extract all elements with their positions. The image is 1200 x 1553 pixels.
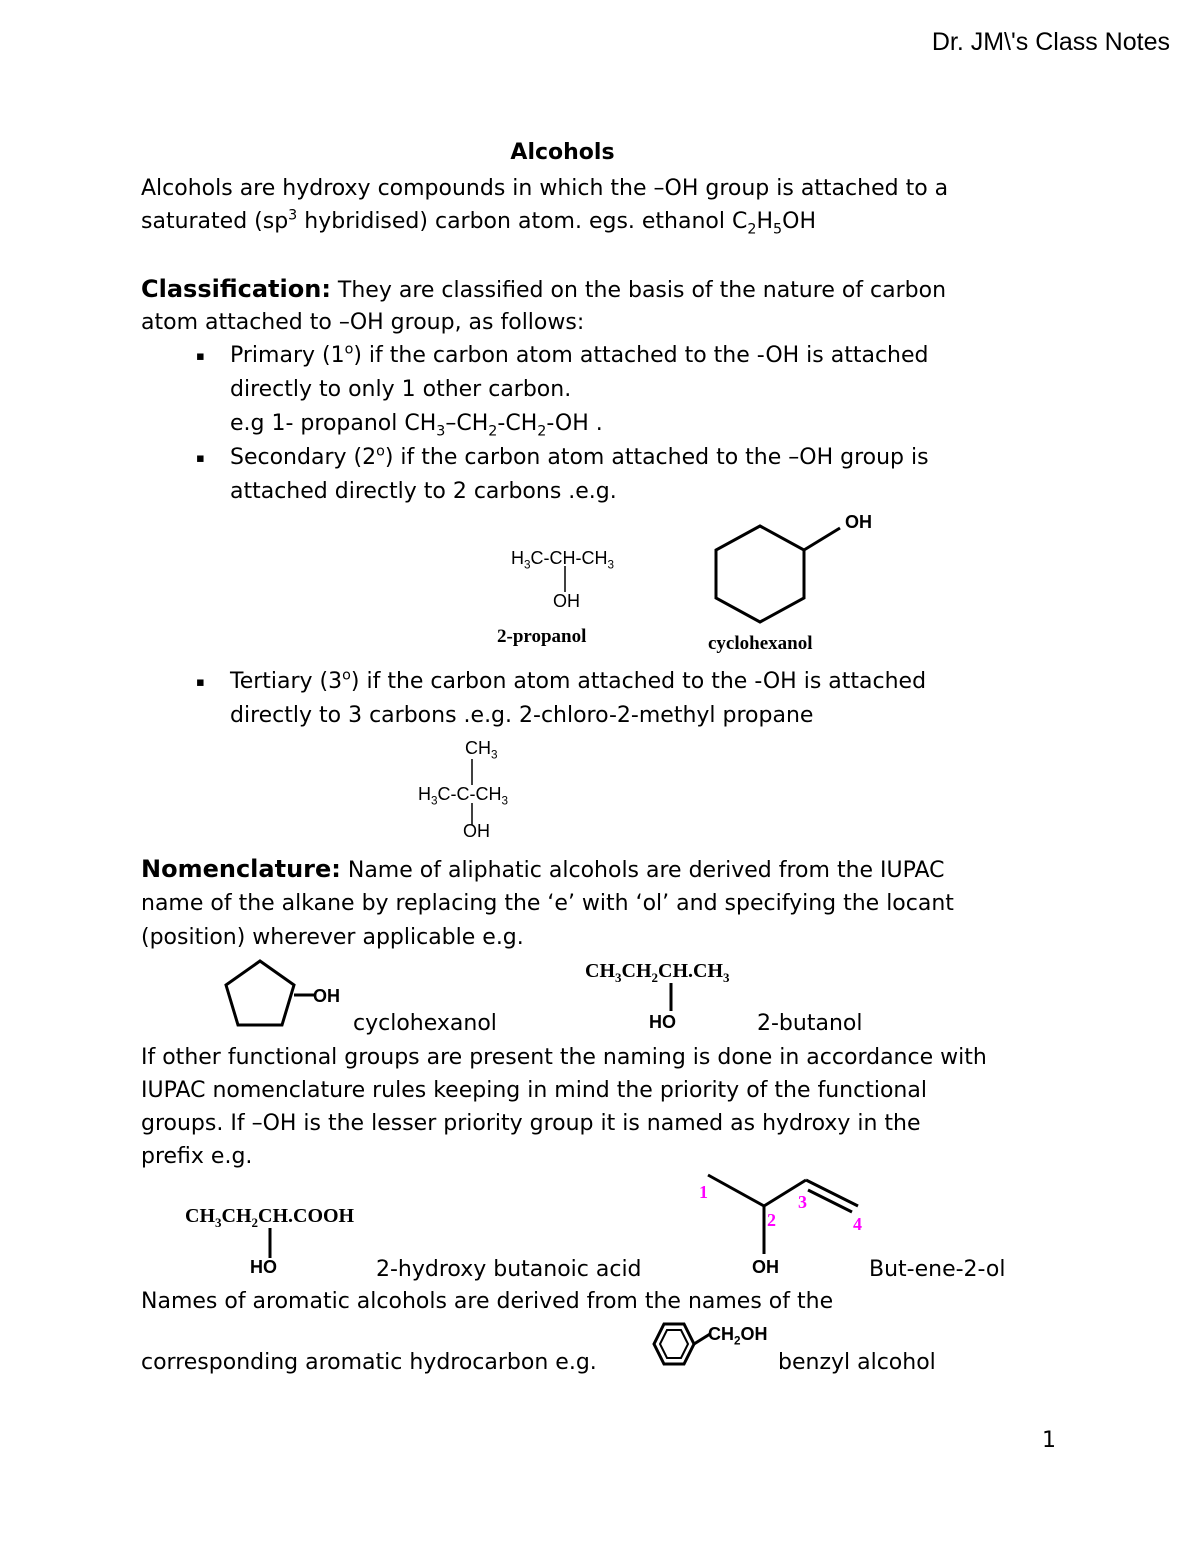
butenol-oh: OH	[752, 1257, 779, 1277]
label-hydroxy-butanoic: 2-hydroxy butanoic acid	[376, 1257, 642, 1282]
hydroxy-bond	[268, 1228, 272, 1258]
cyclohexanol-label: cyclohexanol	[708, 633, 813, 654]
tert-oh: OH	[463, 821, 490, 841]
tertiary-line-2: directly to 3 carbons .e.g. 2-chloro-2-methyl propane	[230, 703, 814, 728]
para-line-1: If other functional groups are present the naming is done in accordance with	[141, 1045, 987, 1070]
page-number: 1	[1042, 1428, 1056, 1453]
butanol-bond	[669, 983, 673, 1011]
intro-line-2: saturated ($sp^3$ hybridised) carbon atom. egs. ethanol $C_2H_5OH$	[141, 207, 816, 238]
cyclohexanol-oh: OH	[845, 512, 872, 532]
propanol-bond	[563, 566, 567, 592]
secondary-line-2: attached directly to 2 carbons .e.g.	[230, 479, 617, 504]
cyclopentanol-oh: OH	[313, 986, 340, 1006]
label-2-butanol: 2-butanol	[757, 1011, 863, 1036]
propanol-formula: $H_3C-CH-CH_3$	[511, 548, 615, 572]
locant-3: 3	[798, 1192, 807, 1212]
hydroxy-formula: $CH_3CH_2CH.COOH$	[185, 1205, 355, 1230]
tertiary-line-1: Tertiary (3$^o$) if the carbon atom attached to the -OH is attached	[230, 667, 927, 694]
propanol-label: 2-propanol	[497, 626, 587, 647]
hydroxy-ho: HO	[250, 1257, 277, 1277]
primary-line-2: directly to only 1 other carbon.	[230, 377, 572, 402]
benzyl-ch2oh: $CH_2OH$	[708, 1324, 768, 1348]
label-benzyl-alcohol: benzyl alcohol	[778, 1350, 936, 1375]
label-butenol: But-ene-2-ol	[869, 1257, 1006, 1282]
nomenclature-line-1: Nomenclature: Name of aliphatic alcohols are derived from the IUPAC	[141, 855, 945, 883]
nomenclature-line-3: (position) wherever applicable e.g.	[141, 925, 524, 950]
cyclopentane-ring-icon	[220, 955, 320, 1035]
tert-ch3: $CH_3$	[465, 738, 498, 762]
butanol-ho: HO	[649, 1012, 676, 1032]
page-title: Alcohols	[510, 140, 615, 165]
butenol-skeleton-icon	[700, 1170, 870, 1260]
bullet-icon: ▪	[196, 675, 205, 690]
primary-example: e.g 1- propanol $CH_3-CH_2-CH_2-OH$ .	[230, 411, 603, 440]
nomenclature-line-2: name of the alkane by replacing the ‘e’ with ‘ol’ and specifying the locant	[141, 891, 954, 916]
para-line-2: IUPAC nomenclature rules keeping in mind the priority of the functional	[141, 1078, 927, 1103]
bullet-icon: ▪	[196, 451, 205, 466]
locant-2: 2	[767, 1210, 776, 1230]
secondary-line-1: Secondary (2$^o$) if the carbon atom attached to the –OH group is	[230, 443, 929, 470]
para-line-3: groups. If –OH is the lesser priority group it is named as hydroxy in the	[141, 1111, 921, 1136]
classification-line-1: Classification: They are classified on the basis of the nature of carbon	[141, 275, 947, 303]
nomenclature-heading: Nomenclature:	[141, 855, 341, 883]
para-line-4: prefix e.g.	[141, 1144, 253, 1169]
tert-formula: $H_3C-C-CH_3$	[418, 784, 509, 808]
propanol-oh: OH	[553, 591, 580, 611]
page-header: Dr. JM\'s Class Notes	[931, 28, 1170, 56]
bullet-icon: ▪	[196, 349, 205, 364]
primary-line-1: Primary (1$^o$) if the carbon atom attached to the -OH is attached	[230, 341, 929, 368]
tert-bond-top	[470, 759, 474, 785]
aromatic-line-1: Names of aromatic alcohols are derived from the names of the	[141, 1289, 834, 1314]
locant-4: 4	[853, 1214, 862, 1234]
locant-1: 1	[699, 1182, 708, 1202]
intro-line-1: Alcohols are hydroxy compounds in which the –OH group is attached to a	[141, 176, 949, 201]
butanol-formula: $CH_3CH_2CH.CH_3$	[585, 960, 730, 985]
classification-line-2: atom attached to –OH group, as follows:	[141, 310, 585, 335]
classification-heading: Classification:	[141, 275, 331, 303]
aromatic-line-2: corresponding aromatic hydrocarbon e.g.	[141, 1350, 597, 1375]
label-cyclohexanol: cyclohexanol	[353, 1011, 497, 1036]
